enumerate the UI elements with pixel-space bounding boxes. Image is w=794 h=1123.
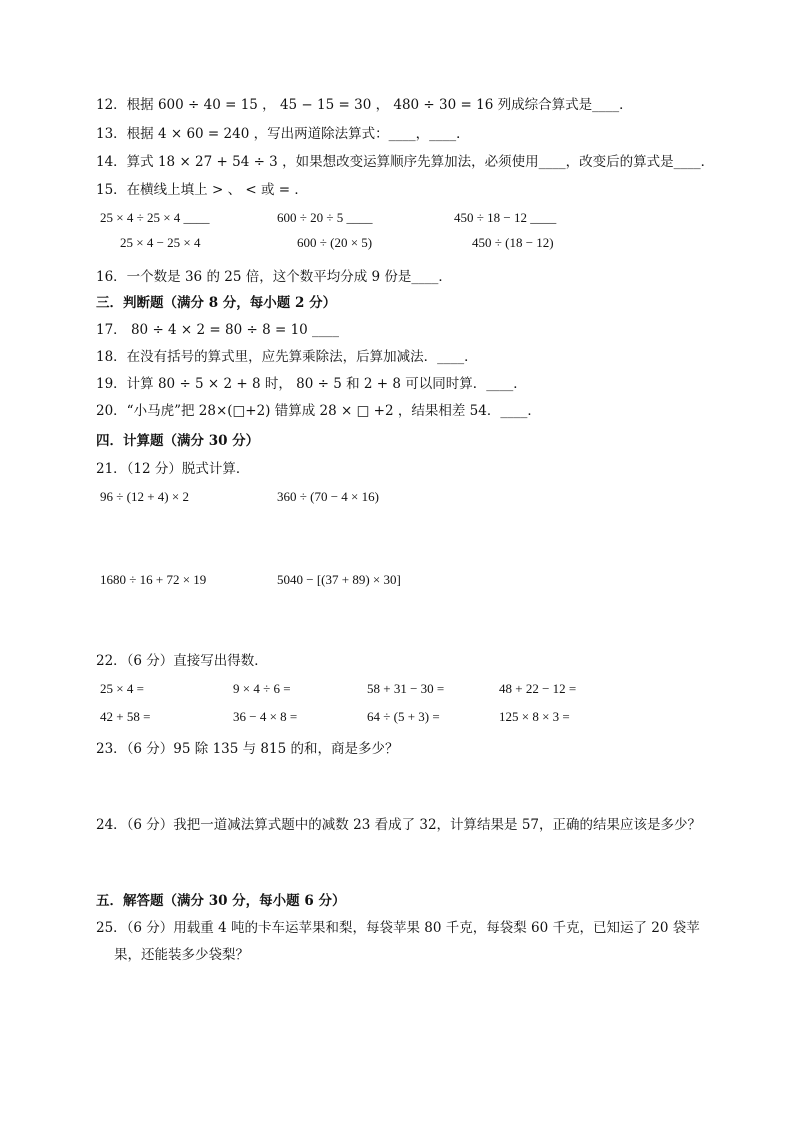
- q15-item-2a: 600 ÷ 20 ÷ 5 ____: [277, 210, 373, 225]
- q22-item-2: 9 × 4 ÷ 6 =: [233, 681, 291, 696]
- question-20: 20．“小马虎”把 28×(□+2) 错算成 28 × □ +2 ，结果相差 54．____．: [96, 403, 541, 419]
- question-12: 12．根据 600 ÷ 40 = 15 ， 45 − 15 = 30 ， 480 ÷ 30 = 16 列成综合算式是____．: [96, 97, 633, 113]
- question-18: 18．在没有括号的算式里，应先算乘除法，后算加减法．____．: [96, 349, 478, 365]
- q22-item-3: 58 + 31 − 30 =: [367, 681, 445, 696]
- q22-item-4: 48 + 22 − 12 =: [499, 681, 577, 696]
- q22-item-6: 36 − 4 × 8 =: [233, 709, 298, 724]
- question-14: 14．算式 18 × 27 + 54 ÷ 3 ，如果想改变运算顺序先算加法，必须使用____，改变后的算式是____．: [96, 154, 715, 170]
- q22-item-7: 64 ÷ (5 + 3) =: [367, 709, 440, 724]
- question-16: 16．一个数是 36 的 25 倍，这个数平均分成 9 份是____．: [96, 269, 452, 285]
- q15-item-2b: 600 ÷ (20 × 5): [297, 235, 373, 250]
- section-5-title: 五．解答题（满分 30 分，每小题 6 分）: [96, 893, 346, 909]
- question-22: 22．（6 分）直接写出得数．: [96, 653, 268, 669]
- q15-item-1a: 25 × 4 ÷ 25 × 4 ____: [100, 210, 210, 225]
- question-24: 24．（6 分）我把一道减法算式题中的减数 23 看成了 32，计算结果是 57，正确的结果应该是多少？: [96, 817, 702, 833]
- question-21: 21．（12 分）脱式计算．: [96, 461, 250, 477]
- q21-expr-1: 96 ÷ (12 + 4) × 2: [100, 489, 189, 504]
- question-19: 19．计算 80 ÷ 5 × 2 + 8 时， 80 ÷ 5 和 2 + 8 可以同时算．____．: [96, 376, 527, 392]
- section-4-title: 四．计算题（满分 30 分）: [96, 433, 260, 449]
- question-13: 13．根据 4 × 60 = 240 ，写出两道除法算式：____，____．: [96, 126, 470, 142]
- q22-item-8: 125 × 8 × 3 =: [499, 709, 570, 724]
- q15-item-3b: 450 ÷ (18 − 12): [472, 235, 554, 250]
- question-23: 23．（6 分）95 除 135 与 815 的和，商是多少？: [96, 741, 399, 757]
- q21-expr-3: 1680 ÷ 16 + 72 × 19: [100, 572, 207, 587]
- q22-item-5: 42 + 58 =: [100, 709, 151, 724]
- question-25-line-2: 果，还能装多少袋梨？: [114, 947, 249, 963]
- q15-item-1b: 25 × 4 − 25 × 4: [120, 235, 201, 250]
- question-25-line-1: 25．（6 分）用载重 4 吨的卡车运苹果和梨，每袋苹果 80 千克，每袋梨 60 千克，已知运了 20 袋苹: [96, 920, 700, 936]
- q21-expr-2: 360 ÷ (70 − 4 × 16): [277, 489, 379, 504]
- section-3-title: 三．判断题（满分 8 分，每小题 2 分）: [96, 295, 337, 311]
- q15-item-3a: 450 ÷ 18 − 12 ____: [454, 210, 557, 225]
- question-17: 17． 80 ÷ 4 × 2 = 80 ÷ 8 = 10 ____: [96, 322, 340, 338]
- q22-item-1: 25 × 4 =: [100, 681, 144, 696]
- question-15: 15．在横线上填上 > 、 < 或 = ．: [96, 182, 308, 198]
- q21-expr-4: 5040 − [(37 + 89) × 30]: [277, 572, 401, 587]
